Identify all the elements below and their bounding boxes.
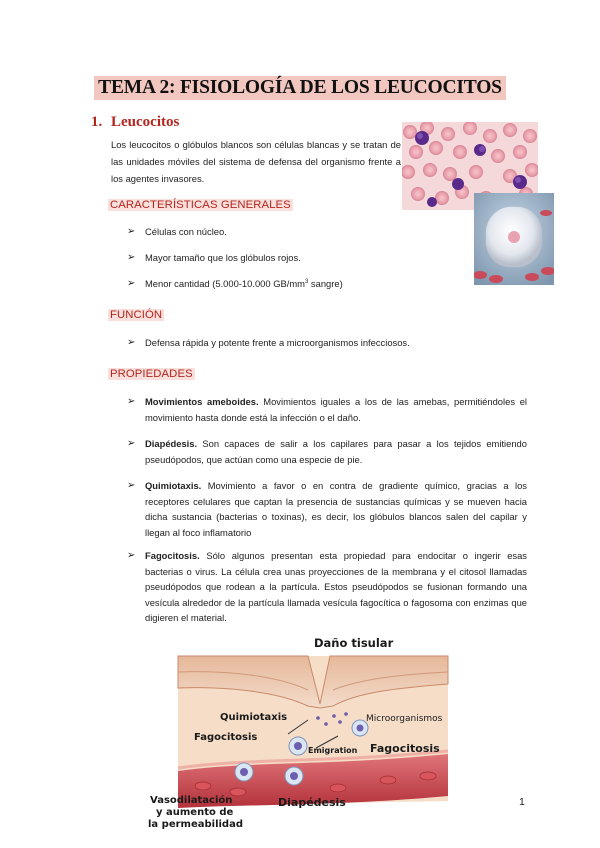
heading-propiedades: PROPIEDADES (110, 368, 193, 380)
leukocyte-sem-photo (474, 193, 554, 285)
label-dano-tisular: Daño tisular (314, 636, 394, 650)
page-number: 1 (519, 796, 525, 808)
label-fagocitosis-right: Fagocitosis (370, 742, 440, 755)
inflammation-diagram (148, 636, 468, 831)
list-item: ➢ Diapédesis. Son capaces de salir a los capilares para pasar a los tejidos emitiendo pseudópodos, que actúan como una especie de pie. (127, 438, 527, 465)
label-microorganismos: Microorganismos (366, 714, 443, 724)
document-page: TEMA 2: FISIOLOGÍA DE LOS LEUCOCITOS 1. Leucocitos Los leucocitos o glóbulos blancos son células blancas y se tratan de las unidades móviles del sistema de defensa del organismo frente a los agentes invasores. CARACTERÍSTICAS GENERALES ➢ Células con núcleo. ➢ Mayor tamaño que los glóbulos rojos. ➢ Menor cantidad (5.000-10.000 $GB/mm^3$ sangre) FUNCIÓN ➢ Defensa rápida y potente frente a microorganismos infecciosos. PROPIEDADES ➢ Movimientos ameboides. Movimientos iguales a los de las amebas, permitiéndoles el movimiento hasta donde está la infección o el daño. ➢ Diapédesis. Son capaces de salir a los capilares para pasar a los tejidos emitiendo pseudópodos, que actúan como una especie de pie. ➢ Quimiotaxis. Movimiento a favor o en contra de gradiente químico, gracias a los receptores celulares que captan la presencia de sustancias químicas y se mueven hacia dicha sustancia (bacterias o toxinas), es decir, los glóbulos blancos salen del capilar y llegan al foco inflamatorio ➢ Fagocitosis. Sólo algunos presentan esta propiedad para endocitar o ingerir esas bacterias o virus. La célula crea unas proyecciones de la membrana y el citosol llamadas pseudópodos que rodean a la partícula. Estos pseudópodos se fusionan formando una vesícula alrededor de la partícula llamada vesícula fagocítica o fagosoma con enzimas que digieren el material. Daño tisular Quimiotaxis Microorganismos Fagocitosis Emigration Fagocitosis Vasodilatación y aumento de la permeabilidad Diapédesis 1 (0, 0, 600, 848)
intro-paragraph: Los leucocitos o glóbulos blancos son células blancas y se tratan de las unidades móviles del sistema de defensa del organismo frente a los agentes invasores. (111, 139, 401, 184)
heading-funcion: FUNCIÓN (110, 309, 163, 321)
section-heading (91, 114, 179, 131)
arrow-bullet-icon: ➢ (127, 337, 136, 348)
arrow-bullet-icon: ➢ (127, 278, 136, 289)
label-diapedesis: Diapédesis (278, 796, 346, 809)
label-vasodilatacion-3: la permeabilidad (148, 819, 243, 830)
heading-caracteristicas: CARACTERÍSTICAS GENERALES (110, 199, 291, 211)
list-item: ➢ Fagocitosis. Sólo algunos presentan esta propiedad para endocitar o ingerir esas bacterias o virus. La célula crea unas proyecciones de la membrana y el citosol llamadas pseudópodos que rodean a la partícula. Estos pseudópodos se fusionan formando una vesícula alrededor de la partícula llamada vesícula fagocítica o fagosoma con enzimas que digieren el material. (127, 550, 527, 623)
arrow-bullet-icon: ➢ (127, 550, 136, 561)
arrow-bullet-icon: ➢ (127, 396, 136, 407)
arrow-bullet-icon: ➢ (127, 480, 136, 491)
label-fagocitosis-left: Fagocitosis (194, 732, 258, 743)
label-vasodilatacion-2: y aumento de (156, 807, 234, 818)
title-wrapper (0, 76, 600, 100)
section-number: 1. (91, 114, 103, 130)
list-item: ➢ Movimientos ameboides. Movimientos iguales a los de las amebas, permitiéndoles el movimiento hasta donde está la infección o el daño. (127, 396, 527, 423)
arrow-bullet-icon: ➢ (127, 226, 136, 237)
page-title: TEMA 2: FISIOLOGÍA DE LOS LEUCOCITOS (94, 76, 506, 100)
section-label: Leucocitos (111, 114, 180, 130)
label-emigration: Emigration (308, 746, 358, 755)
list-item: ➢ Quimiotaxis. Movimiento a favor o en contra de gradiente químico, gracias a los receptores celulares que captan la presencia de sustancias químicas y se mueven hacia dicha sustancia (bacterias o toxinas), es decir, los glóbulos blancos salen del capilar y llegan al foco inflamatorio (127, 480, 527, 538)
label-quimiotaxis: Quimiotaxis (220, 712, 288, 723)
label-vasodilatacion-1: Vasodilatación (150, 795, 233, 806)
arrow-bullet-icon: ➢ (127, 252, 136, 263)
arrow-bullet-icon: ➢ (127, 438, 136, 449)
